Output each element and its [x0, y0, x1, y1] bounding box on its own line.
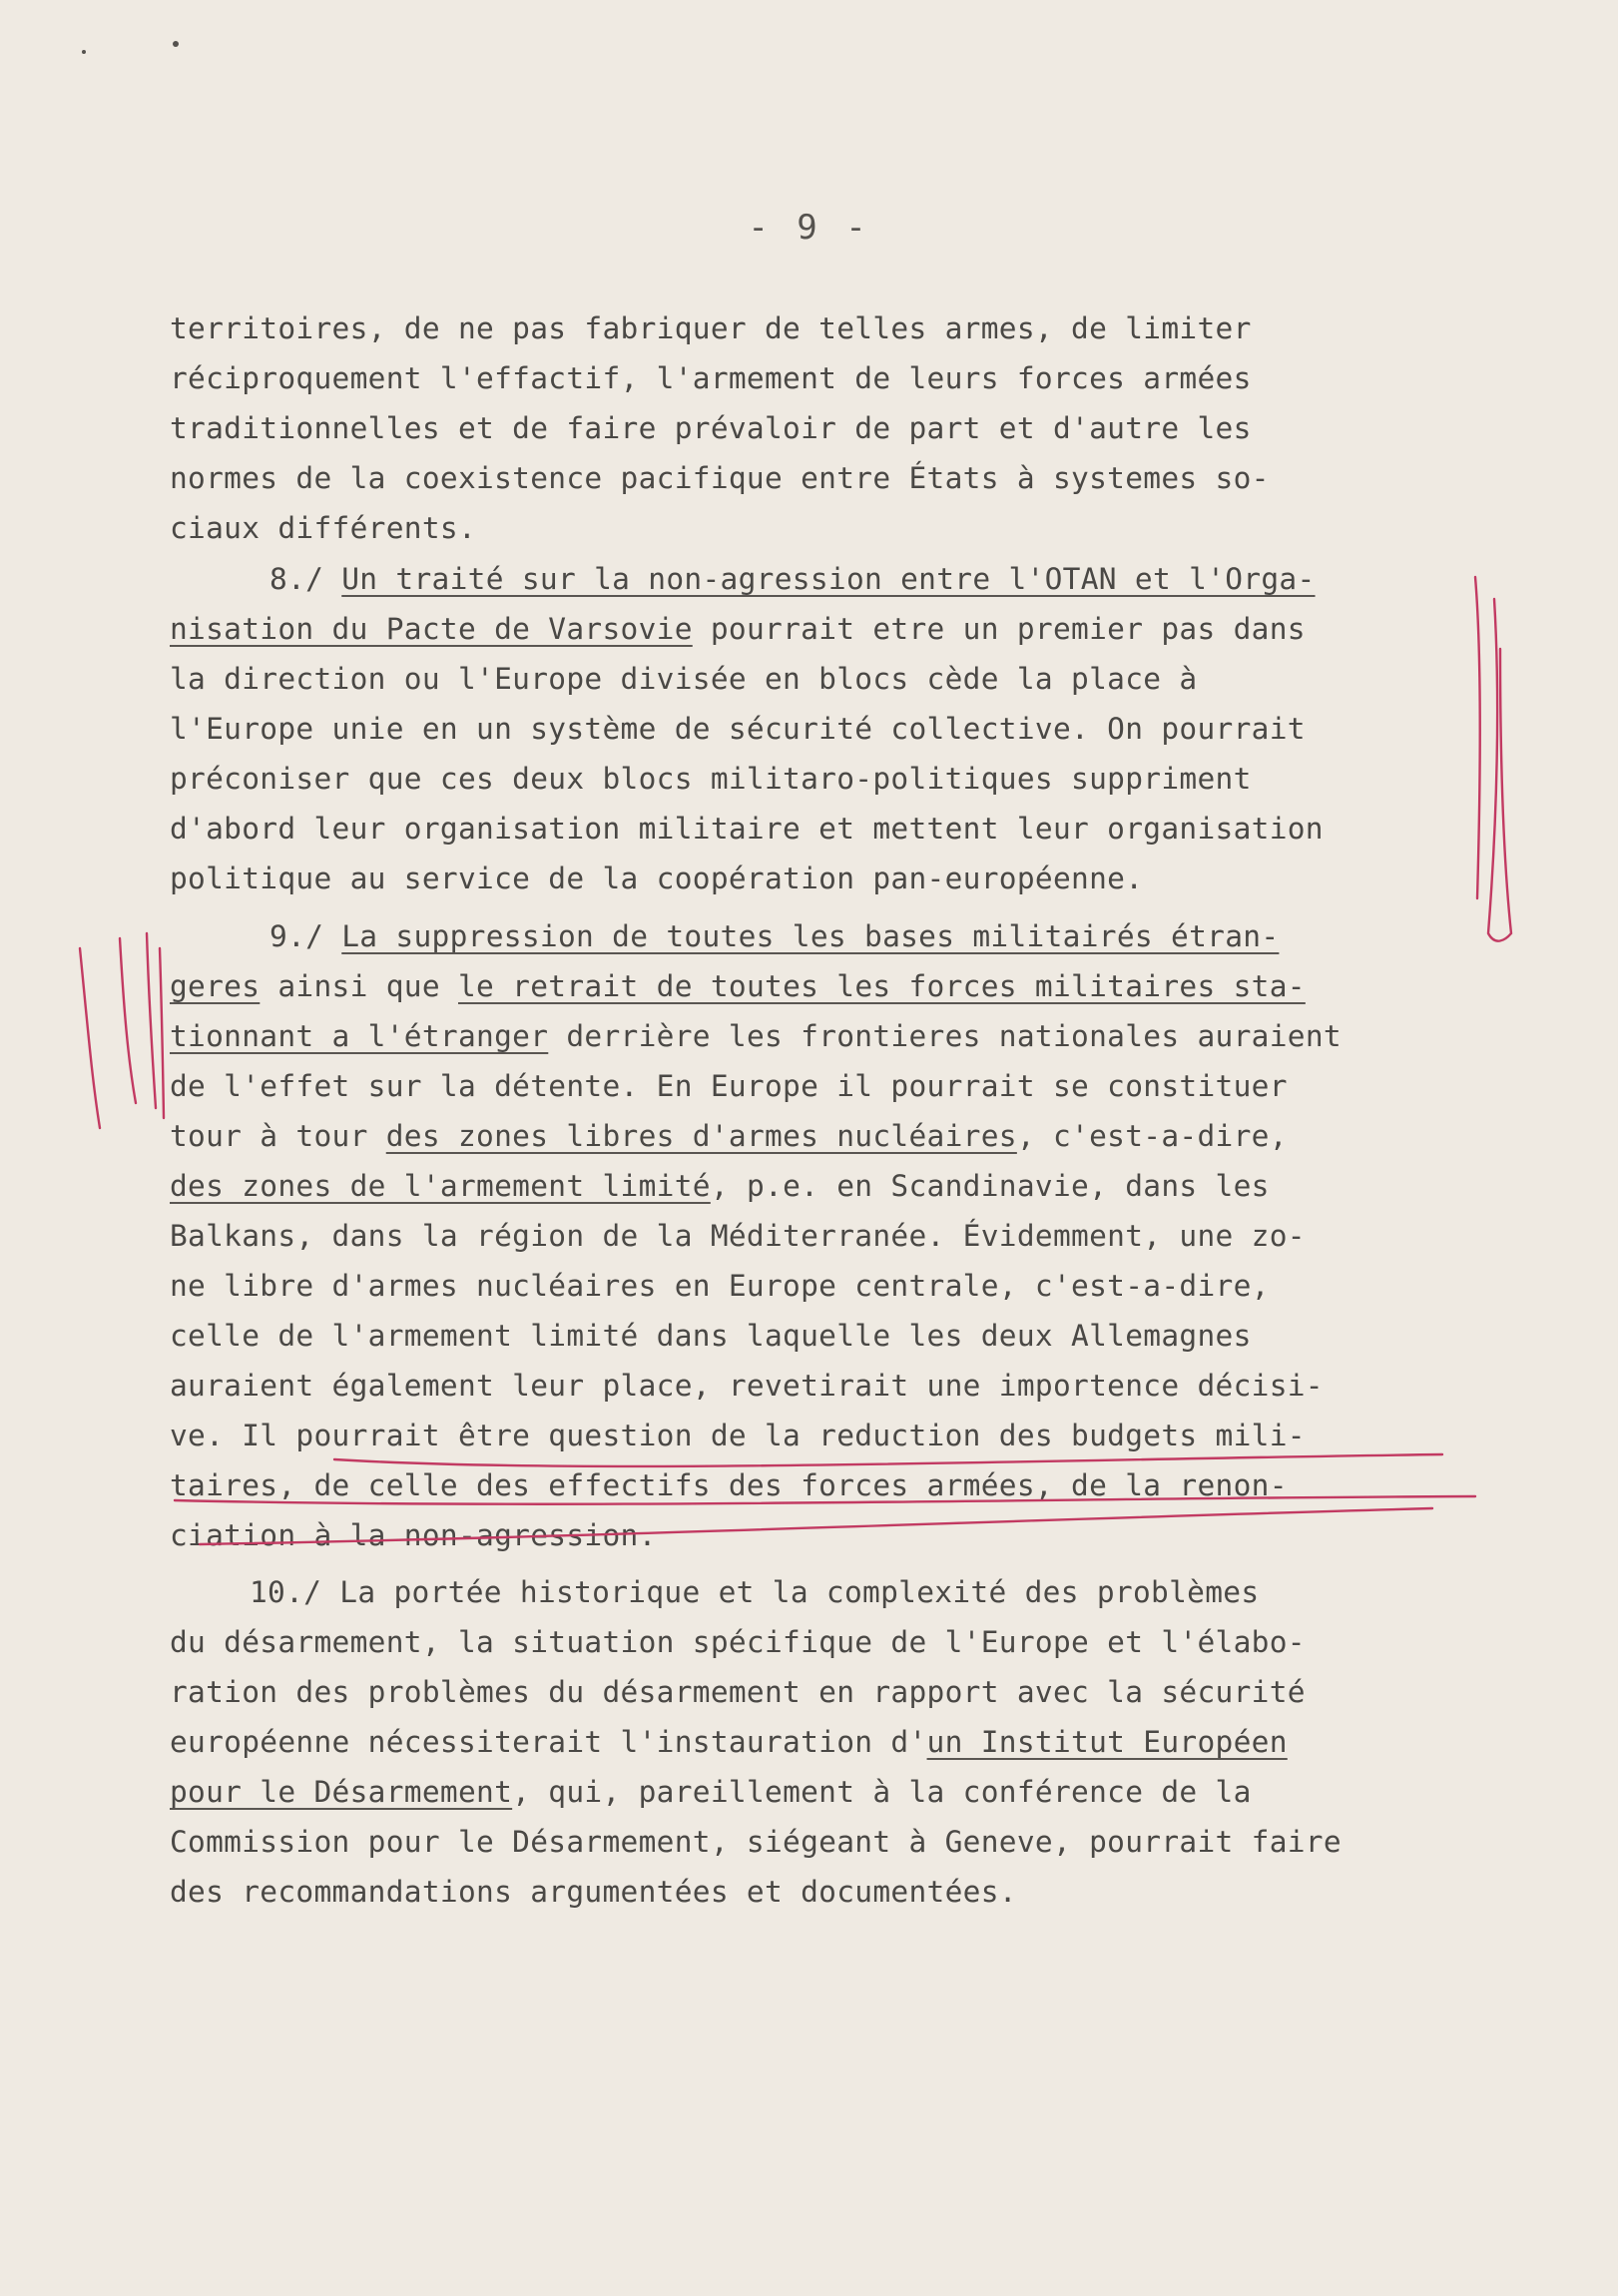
margin-marker-left [80, 948, 100, 1128]
margin-bracket-right [1488, 599, 1511, 941]
text-line: auraient également leur place, revetirait une importence décisi- [170, 1369, 1324, 1403]
text-line: des recommandations argumentées et documentées. [170, 1875, 1017, 1909]
underlined-phrase: Un traité sur la non-agression entre l'OTAN et l'Orga- [341, 562, 1316, 596]
text-line: taires, de celle des effectifs des forces armées, de la renon- [170, 1468, 1288, 1502]
text-line: territoires, de ne pas fabriquer de telles armes, de limiter [170, 311, 1252, 345]
text-line: préconiser que ces deux blocs militaro-politiques suppriment [170, 762, 1252, 796]
text-line [170, 604, 1306, 654]
underlined-phrase: tionnant a l'étranger [170, 1019, 549, 1053]
text-span: derrière les frontieres nationales auraient [548, 1019, 1342, 1053]
text-line: politique au service de la coopération pan-européenne. [170, 861, 1144, 895]
text-line [170, 1111, 1288, 1161]
text-span: européenne nécessiterait l'instauration d' [170, 1725, 927, 1759]
text-line [170, 1767, 1252, 1817]
text-span: , c'est-a-dire, [1016, 1119, 1288, 1153]
text-line: du désarmement, la situation spécifique de l'Europe et l'élabo- [170, 1625, 1306, 1659]
text-line: Balkans, dans la région de la Méditerranée. Évidemment, une zo- [170, 1219, 1306, 1253]
text-line: la direction ou l'Europe divisée en blocs cède la place à [170, 662, 1198, 696]
corner-speck [82, 50, 86, 54]
paragraph-9-line [270, 911, 1279, 961]
text-line: ration des problèmes du désarmement en rapport avec la sécurité [170, 1675, 1306, 1709]
text-line: celle de l'armement limité dans laquelle les deux Allemagnes [170, 1319, 1252, 1353]
margin-marker-left [147, 933, 156, 1108]
text-line [170, 1717, 1288, 1767]
page-number: - 9 - [748, 208, 870, 248]
paragraph-8-line [270, 554, 1316, 604]
text-line [170, 961, 1306, 1011]
text-line: ne libre d'armes nucléaires en Europe centrale, c'est-a-dire, [170, 1269, 1270, 1303]
text-line: réciproquement l'effactif, l'armement de leurs forces armées [170, 361, 1252, 395]
text-line [170, 1011, 1342, 1061]
text-line: ve. Il pourrait être question de la reduction des budgets mili- [170, 1419, 1306, 1452]
text-line [170, 1161, 1270, 1211]
paragraph-10-line: 10./ La portée historique et la complexité des problèmes [250, 1575, 1260, 1609]
text-span: pourrait etre un premier pas dans [692, 612, 1306, 646]
underlined-phrase: un Institut Européen [926, 1725, 1288, 1759]
text-span: tour à tour [170, 1119, 386, 1153]
text-span: , p.e. en Scandinavie, dans les [710, 1169, 1270, 1203]
margin-bracket-right [1475, 577, 1480, 898]
margin-marker-left [160, 948, 164, 1118]
item-number: 8./ [270, 562, 342, 596]
text-line: l'Europe unie en un système de sécurité collective. On pourrait [170, 712, 1306, 746]
text-line: d'abord leur organisation militaire et mettent leur organisation [170, 812, 1324, 846]
text-span: , qui, pareillement à la conférence de la [512, 1775, 1252, 1809]
underlined-phrase: des zones libres d'armes nucléaires [385, 1119, 1017, 1153]
text-span: ainsi que [260, 969, 458, 1003]
underlined-phrase: geres [170, 969, 261, 1003]
margin-marker-left [120, 938, 136, 1103]
text-line: de l'effet sur la détente. En Europe il pourrait se constituer [170, 1069, 1288, 1103]
text-line: normes de la coexistence pacifique entre États à systemes so- [170, 461, 1270, 495]
corner-speck [173, 41, 179, 47]
underlined-phrase: pour le Désarmement [170, 1775, 513, 1809]
underlined-phrase: nisation du Pacte de Varsovie [170, 612, 693, 646]
underlined-phrase: La suppression de toutes les bases militairés étran- [341, 919, 1280, 953]
text-line: ciation à la non-agression. [170, 1518, 657, 1552]
text-line: Commission pour le Désarmement, siégeant à Geneve, pourrait faire [170, 1825, 1342, 1859]
item-number: 9./ [270, 919, 342, 953]
underlined-phrase: le retrait de toutes les forces militaires sta- [457, 969, 1306, 1003]
text-line: ciaux différents. [170, 511, 477, 545]
underlined-phrase: des zones de l'armement limité [170, 1169, 711, 1203]
text-line: traditionnelles et de faire prévaloir de part et d'autre les [170, 411, 1252, 445]
